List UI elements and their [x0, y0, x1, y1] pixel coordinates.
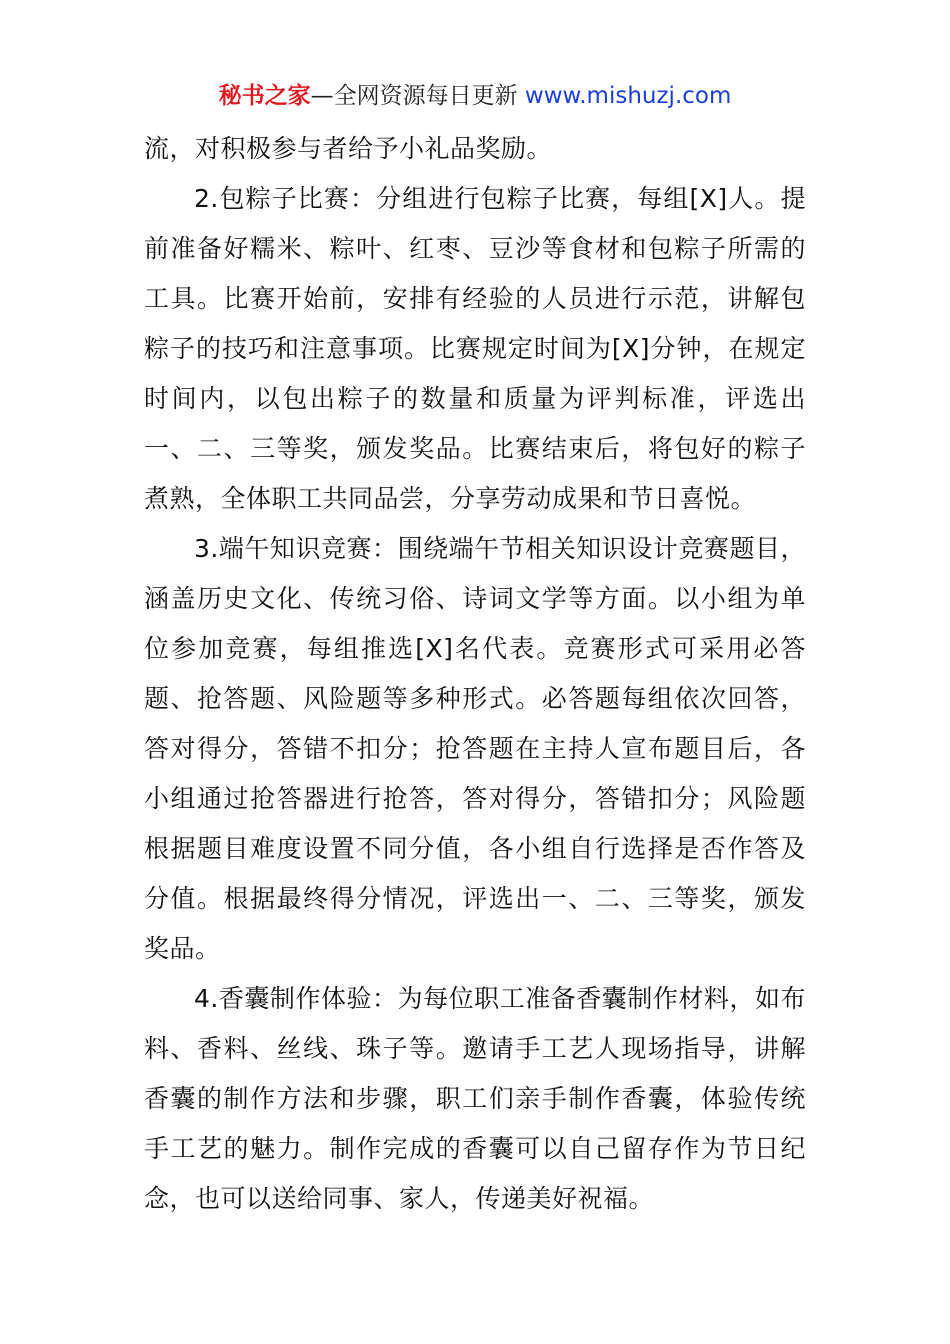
page-header: [0, 78, 950, 114]
header-tagline: —全网资源每日更新: [310, 83, 525, 109]
document-body: [144, 124, 806, 1224]
paragraph-knowledge-quiz: 3.端午知识竞赛：围绕端午节相关知识设计竞赛题目，涵盖历史文化、传统习俗、诗词文学等方面。以小组为单位参加竞赛，每组推选[X]名代表。竞赛形式可采用必答题、抢答题、风险题等多种形式。必答题每组依次回答，答对得分，答错不扣分；抢答题在主持人宣布题目后，各小组通过抢答器进行抢答，答对得分，答错扣分；风险题根据题目难度设置不同分值，各小组自行选择是否作答及分值。根据最终得分情况，评选出一、二、三等奖，颁发奖品。: [144, 534, 806, 963]
paragraph-continuation: 流，对积极参与者给予小礼品奖励。: [144, 134, 553, 163]
brand-name: 秘书之家: [218, 83, 311, 109]
site-url[interactable]: www.mishuzj.com: [524, 83, 732, 109]
paragraph-zongzi-contest: 2.包粽子比赛：分组进行包粽子比赛，每组[X]人。提前准备好糯米、粽叶、红枣、豆沙等食材和包粽子所需的工具。比赛开始前，安排有经验的人员进行示范，讲解包粽子的技巧和注意事项。比赛规定时间为[X]分钟，在规定时间内，以包出粽子的数量和质量为评判标准，评选出一、二、三等奖，颁发奖品。比赛结束后，将包好的粽子煮熟，全体职工共同品尝，分享劳动成果和节日喜悦。: [144, 184, 806, 513]
paragraph-sachet-making: 4.香囊制作体验：为每位职工准备香囊制作材料，如布料、香料、丝线、珠子等。邀请手工艺人现场指导，讲解香囊的制作方法和步骤，职工们亲手制作香囊，体验传统手工艺的魅力。制作完成的香囊可以自己留存作为节日纪念，也可以送给同事、家人，传递美好祝福。: [144, 984, 806, 1213]
